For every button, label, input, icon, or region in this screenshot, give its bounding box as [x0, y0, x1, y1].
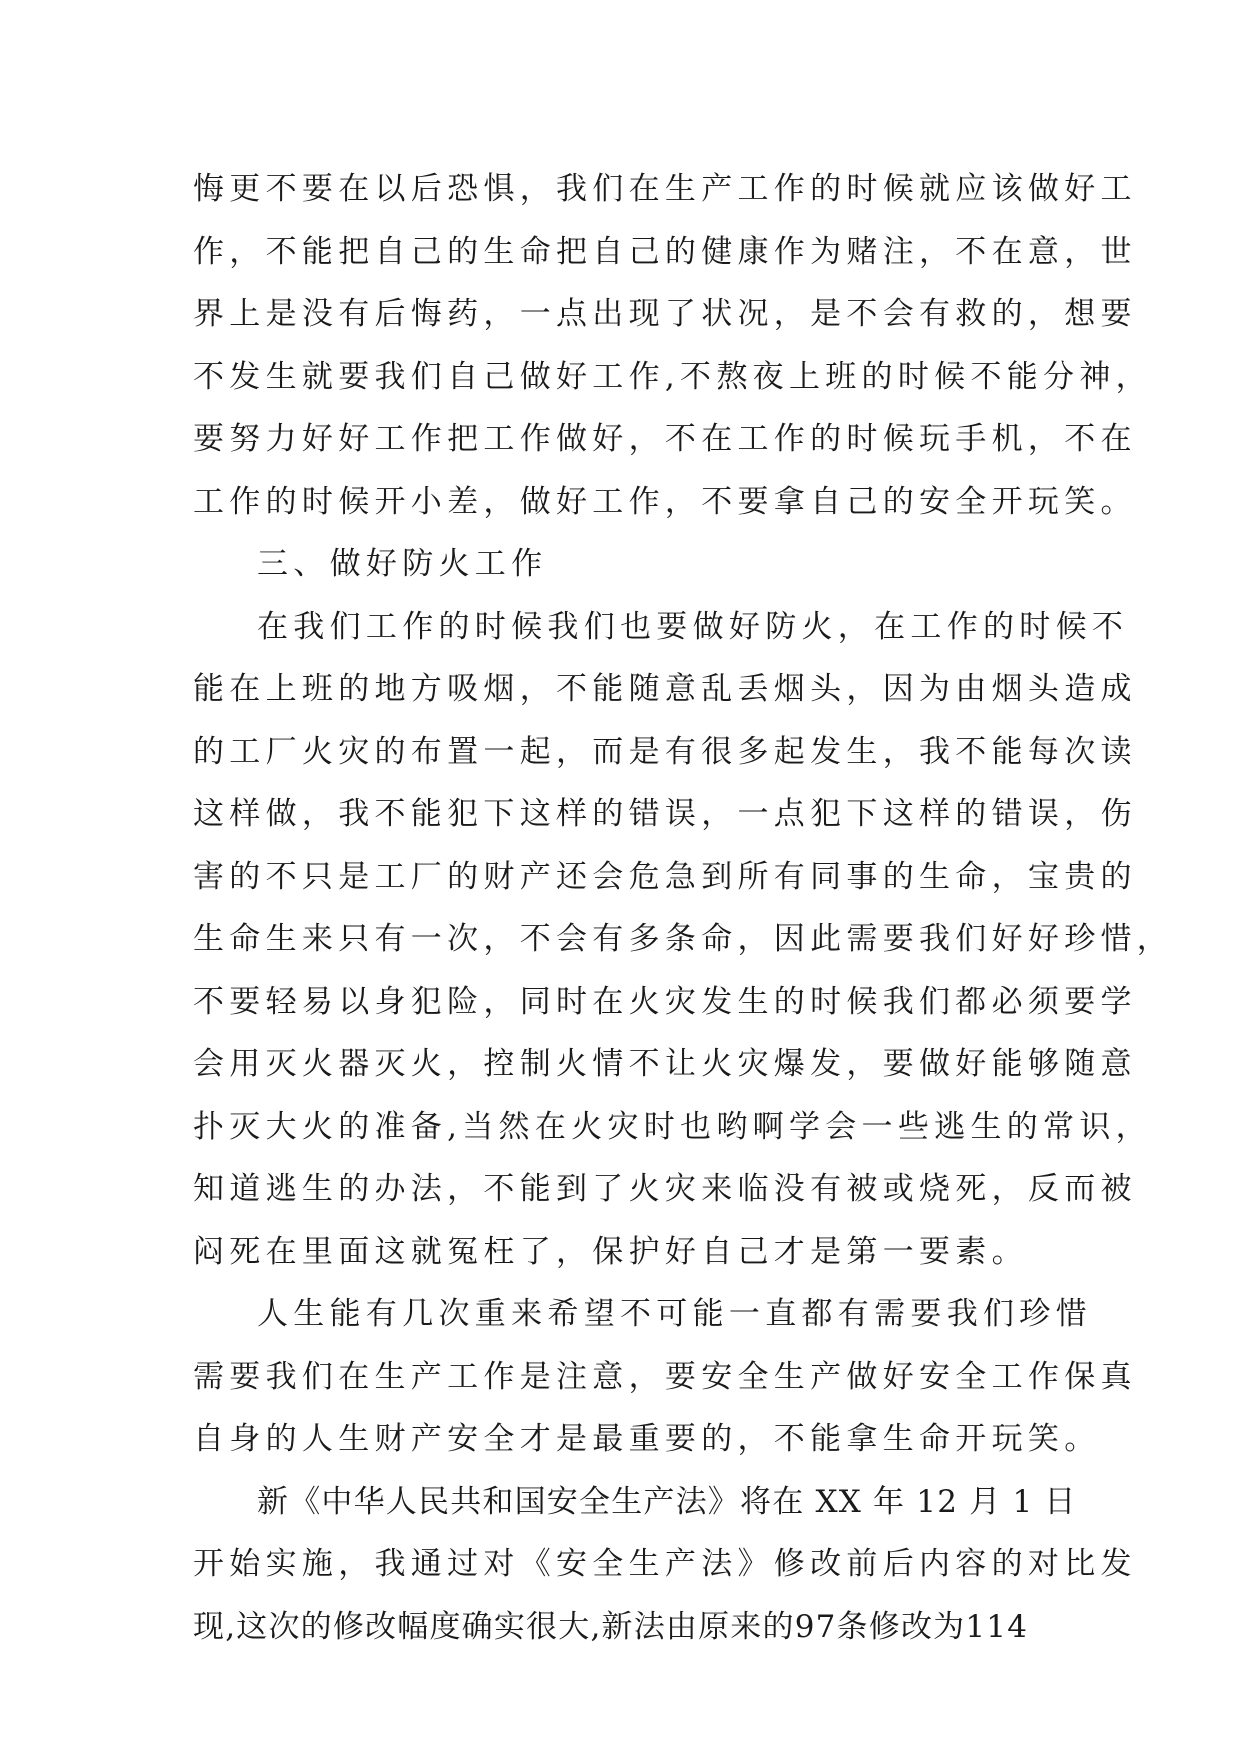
text-line: 会用灭火器灭火，控制火情不让火灾爆发，要做好能够随意: [193, 1046, 1137, 1082]
text-line: 人生能有几次重来希望不可能一直都有需要我们珍惜: [257, 1296, 1092, 1332]
document-body: [193, 158, 1174, 1658]
text-line: 要努力好好工作把工作做好，不在工作的时候玩手机，不在: [193, 421, 1137, 457]
text-line: 不要轻易以身犯险，同时在火灾发生的时候我们都必须要学: [193, 983, 1137, 1020]
text-line: 在我们工作的时候我们也要做好防火，在工作的时候不: [257, 608, 1129, 645]
text-line: 知道逃生的办法，不能到了火灾来临没有被或烧死，反而被: [193, 1171, 1137, 1207]
text-line: 闷死在里面这就冤枉了，保护好自己才是第一要素。: [193, 1233, 1028, 1270]
text-line: 工作的时候开小差，做好工作，不要拿自己的安全开玩笑。: [193, 483, 1137, 520]
text-line: 需要我们在生产工作是注意，要安全生产做好安全工作保真: [193, 1358, 1137, 1395]
section-heading: 三、做好防火工作: [257, 546, 548, 582]
text-line: 悔更不要在以后恐惧，我们在生产工作的时候就应该做好工: [193, 171, 1137, 207]
text-line: 作，不能把自己的生命把自己的健康作为赌注，不在意，世: [193, 233, 1137, 270]
text-line: 不发生就要我们自己做好工作,不熬夜上班的时候不能分神，: [193, 358, 1152, 395]
text-line: 开始实施，我通过对《安全生产法》修改前后内容的对比发: [193, 1546, 1137, 1582]
text-line: 界上是没有后悔药，一点出现了状况，是不会有救的，想要: [193, 296, 1137, 332]
text-line: 的工厂火灾的布置一起，而是有很多起发生，我不能每次读: [193, 733, 1137, 770]
text-line: 这样做，我不能犯下这样的错误，一点犯下这样的错误，伤: [193, 796, 1137, 832]
text-line: 自身的人生财产安全才是最重要的，不能拿生命开玩笑。: [193, 1421, 1101, 1457]
text-line: 能在上班的地方吸烟，不能随意乱丢烟头，因为由烟头造成: [193, 671, 1137, 707]
text-line: 现,这次的修改幅度确实很大,新法由原来的97条修改为114: [193, 1608, 1029, 1645]
text-line: 生命生来只有一次，不会有多条命，因此需要我们好好珍惜，: [193, 921, 1174, 957]
text-line: 害的不只是工厂的财产还会危急到所有同事的生命，宝贵的: [193, 858, 1137, 895]
text-line: 扑灭大火的准备,当然在火灾时也哟啊学会一些逃生的常识，: [193, 1108, 1152, 1145]
text-line: 新《中华人民共和国安全生产法》将在 XX 年 12 月 1 日: [257, 1483, 1077, 1520]
